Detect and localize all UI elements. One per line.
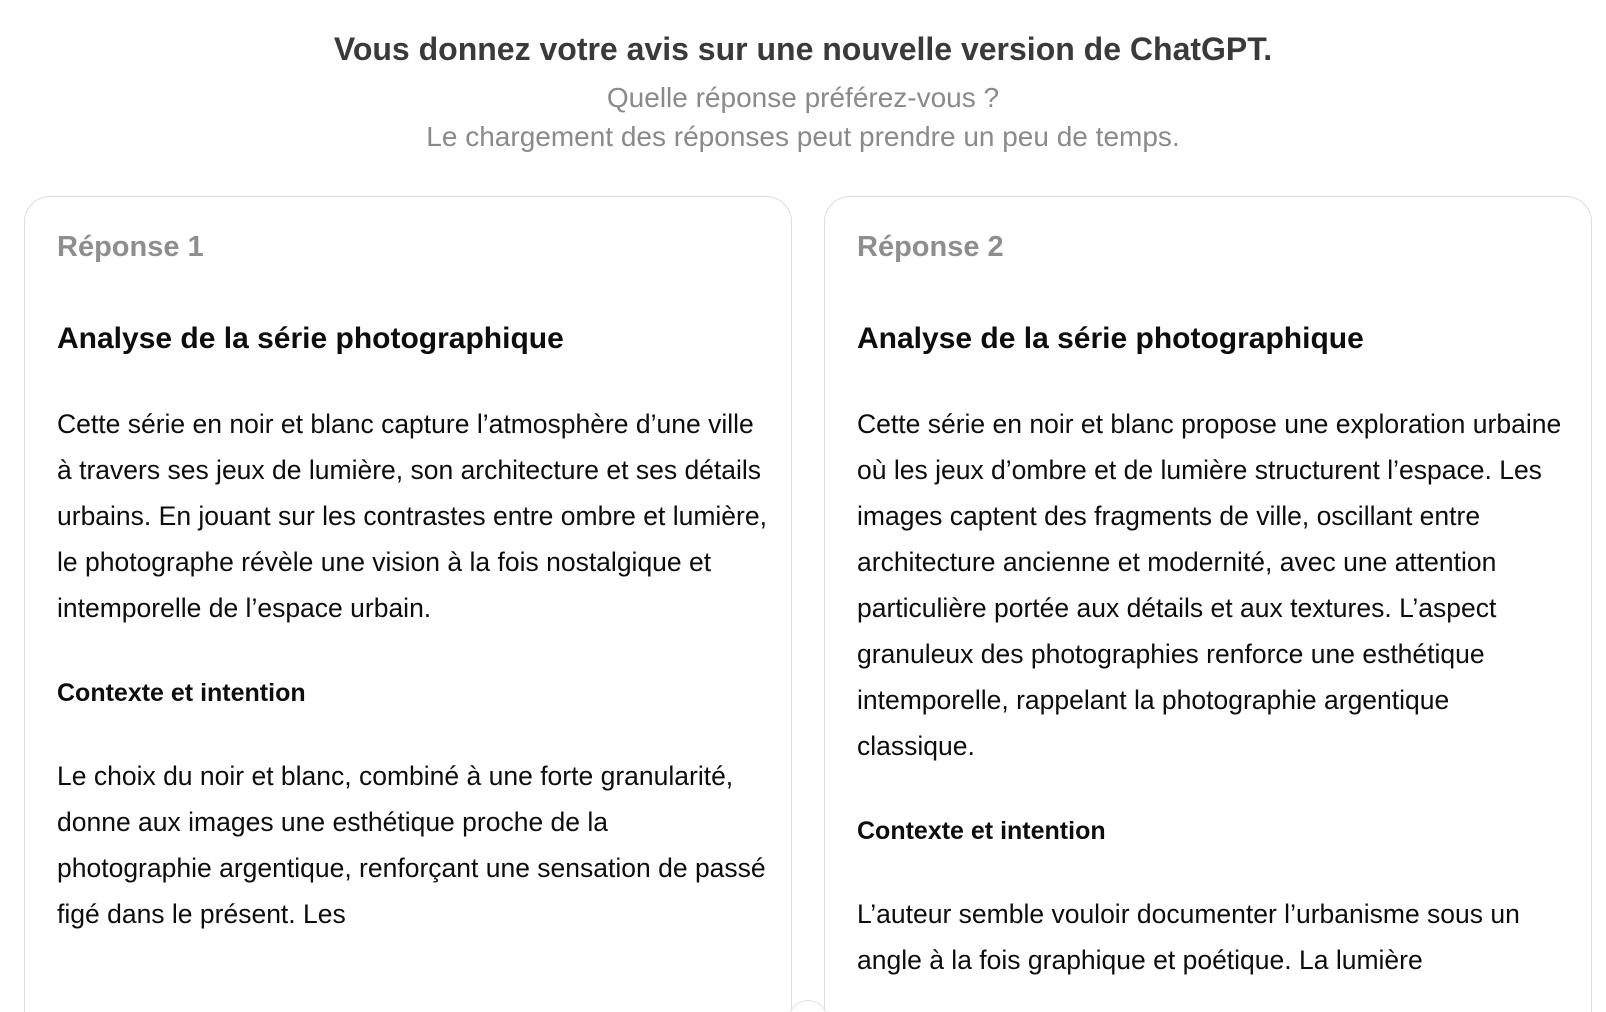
page-title: Vous donnez votre avis sur une nouvelle version de ChatGPT. (333, 31, 1273, 67)
response-heading: Analyse de la série photographique (57, 322, 564, 355)
response-content (57, 227, 767, 937)
loading-note: Le chargement des réponses peut prendre un peu de temps. (426, 121, 1180, 152)
response-body-paragraph: L’auteur semble vouloir documenter l’urbanisme sous un angle à la fois graphique et poétique. La lumière (857, 899, 1520, 975)
response-card-2[interactable] (824, 196, 1592, 1012)
response-label: Réponse 2 (857, 231, 1004, 263)
preference-question: Quelle réponse préférez-vous ? (606, 82, 1000, 113)
response-heading: Analyse de la série photographique (857, 322, 1364, 355)
response-subheading: Contexte et intention (57, 679, 306, 707)
response-label: Réponse 1 (57, 231, 204, 263)
response-subheading: Contexte et intention (857, 817, 1106, 845)
scroll-down-button[interactable] (788, 1000, 828, 1012)
response-intro-paragraph: Cette série en noir et blanc propose une exploration urbaine où les jeux d’ombre et de lumière structurent l’espace. Les images captent des fragments de ville, oscillant entre architecture ancienne et modernité, avec une attention particulière portée aux détails et aux textures. L’aspect granuleux des photographies renforce une esthétique intemporelle, rappelant la photographie argentique classique. (857, 409, 1562, 761)
response-body-paragraph: Le choix du noir et blanc, combiné à une forte granularité, donne aux images une esthétique proche de la photographie argentique, renforçant une sensation de passé figé dans le présent. Les (57, 761, 766, 929)
response-content (857, 227, 1567, 983)
response-card-1[interactable] (24, 196, 792, 1012)
response-intro-paragraph: Cette série en noir et blanc capture l’atmosphère d’une ville à travers ses jeux de lumière, son architecture et ses détails urbains. En jouant sur les contrastes entre ombre et lumière, le photographe révèle une vision à la fois nostalgique et intemporelle de l’espace urbain. (57, 409, 767, 623)
